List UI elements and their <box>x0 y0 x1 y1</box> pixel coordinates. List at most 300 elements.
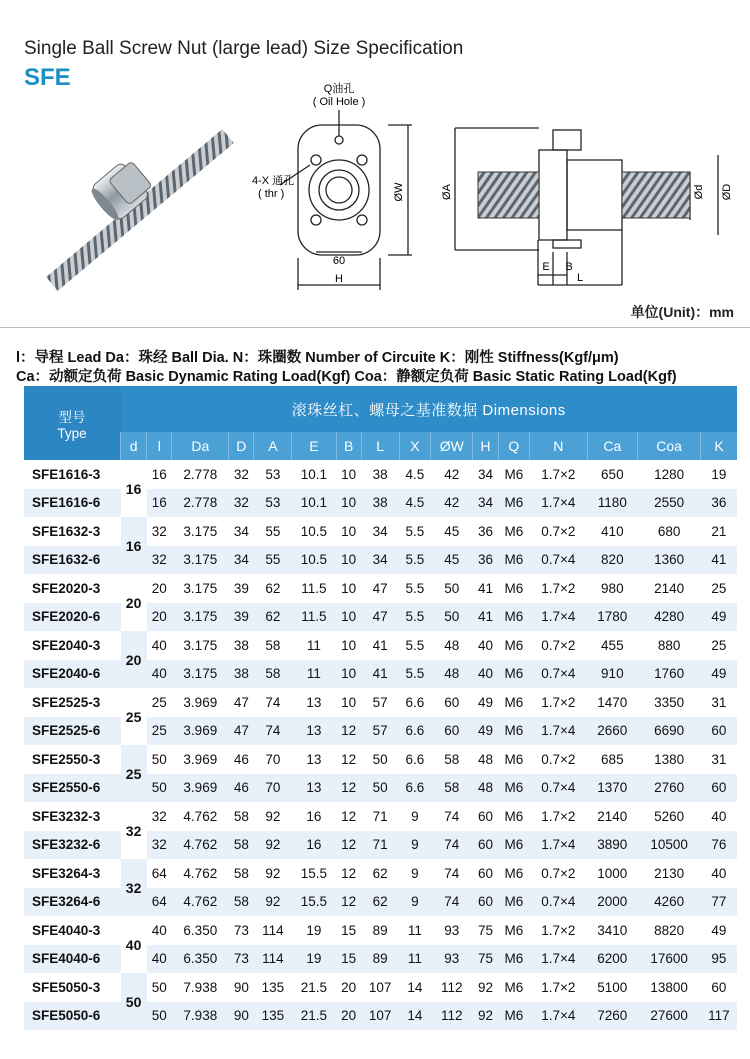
table-cell: 16 <box>292 831 336 860</box>
table-cell: 4280 <box>638 603 701 632</box>
table-cell: 32 <box>229 460 254 489</box>
table-cell: 13 <box>292 745 336 774</box>
table-cell: 60 <box>473 802 498 831</box>
table-cell: 25 <box>701 631 737 660</box>
table-cell: 25 <box>147 717 172 746</box>
table-cell: 3.175 <box>172 574 229 603</box>
table-cell: M6 <box>498 1002 530 1031</box>
type-cell: SFE3232-6 <box>24 831 121 860</box>
table-cell: 11.5 <box>292 603 336 632</box>
table-cell: 49 <box>473 717 498 746</box>
table-cell: 1000 <box>587 859 638 888</box>
shaft-diameter-cell: 20 <box>121 631 147 688</box>
table-cell: 60 <box>473 859 498 888</box>
table-cell: 0.7×2 <box>530 745 587 774</box>
table-cell: 58 <box>431 774 473 803</box>
table-cell: M6 <box>498 460 530 489</box>
table-cell: 3.969 <box>172 717 229 746</box>
type-cell: SFE5050-3 <box>24 973 121 1002</box>
table-cell: 11 <box>292 660 336 689</box>
table-cell: 19 <box>292 916 336 945</box>
table-cell: 1.7×2 <box>530 688 587 717</box>
type-cell: SFE4040-6 <box>24 945 121 974</box>
table-cell: 10 <box>336 603 361 632</box>
table-cell: 34 <box>229 546 254 575</box>
column-header: X <box>399 432 431 460</box>
table-cell: 12 <box>336 774 361 803</box>
legend-line-2: Ca：动额定负荷 Basic Dynamic Rating Load(Kgf) Coa：静额定负荷 Basic Static Rating Load(Kgf) <box>16 369 677 385</box>
type-cell: SFE3232-3 <box>24 802 121 831</box>
shaft-diameter-cell: 25 <box>121 688 147 745</box>
table-cell: M6 <box>498 859 530 888</box>
table-cell: 60 <box>473 888 498 917</box>
table-cell: 4.762 <box>172 888 229 917</box>
table-cell: 70 <box>254 774 292 803</box>
oil-hole-cn-label: Q油孔 <box>323 83 355 95</box>
dim-a-label: ØA <box>441 184 453 200</box>
table-cell: 25 <box>701 574 737 603</box>
table-cell: 55 <box>254 517 292 546</box>
table-cell: 6200 <box>587 945 638 974</box>
thru-hole-cn-label: 4-X 通孔 <box>252 175 295 187</box>
table-cell: 74 <box>431 859 473 888</box>
table-cell: 5.5 <box>399 517 431 546</box>
type-cell: SFE2550-3 <box>24 745 121 774</box>
table-cell: 41 <box>361 660 399 689</box>
table-cell: 6.6 <box>399 745 431 774</box>
table-cell: M6 <box>498 888 530 917</box>
table-cell: 92 <box>254 802 292 831</box>
table-row <box>24 460 737 489</box>
column-header: Ca <box>587 432 638 460</box>
table-cell: 13 <box>292 688 336 717</box>
table-cell: 32 <box>147 831 172 860</box>
type-cell: SFE2040-6 <box>24 660 121 689</box>
table-cell: 50 <box>147 774 172 803</box>
table-cell: 3.969 <box>172 745 229 774</box>
table-cell: 3350 <box>638 688 701 717</box>
table-cell: 3.175 <box>172 546 229 575</box>
table-cell: 58 <box>229 802 254 831</box>
table-cell: 58 <box>431 745 473 774</box>
table-cell: 49 <box>701 603 737 632</box>
table-cell: 47 <box>229 688 254 717</box>
table-cell: 58 <box>229 831 254 860</box>
type-cell: SFE3264-6 <box>24 888 121 917</box>
table-cell: 93 <box>431 916 473 945</box>
dim-h-label: H <box>335 273 343 285</box>
table-cell: 39 <box>229 603 254 632</box>
table-cell: 39 <box>229 574 254 603</box>
series-label: SFE <box>24 64 71 91</box>
table-cell: 680 <box>638 517 701 546</box>
table-cell: 46 <box>229 774 254 803</box>
table-cell: 38 <box>229 631 254 660</box>
table-cell: 1.7×2 <box>530 973 587 1002</box>
dim-l-label: L <box>576 272 584 284</box>
table-cell: 9 <box>399 888 431 917</box>
spec-table <box>24 386 737 1030</box>
table-cell: 21.5 <box>292 1002 336 1031</box>
table-cell: 10.5 <box>292 517 336 546</box>
table-cell: 15.5 <box>292 888 336 917</box>
table-cell: 2000 <box>587 888 638 917</box>
table-cell: 1.7×4 <box>530 717 587 746</box>
table-cell: 92 <box>473 973 498 1002</box>
table-cell: 685 <box>587 745 638 774</box>
table-cell: 107 <box>361 973 399 1002</box>
table-cell: 410 <box>587 517 638 546</box>
table-cell: 36 <box>701 489 737 518</box>
table-cell: 0.7×2 <box>530 517 587 546</box>
table-cell: 6.6 <box>399 688 431 717</box>
table-cell: 2550 <box>638 489 701 518</box>
table-cell: 17600 <box>638 945 701 974</box>
table-cell: 10.1 <box>292 460 336 489</box>
table-cell: 48 <box>431 631 473 660</box>
table-cell: 5.5 <box>399 574 431 603</box>
table-row <box>24 916 737 945</box>
table-cell: 2130 <box>638 859 701 888</box>
table-cell: 27600 <box>638 1002 701 1031</box>
table-cell: M6 <box>498 802 530 831</box>
table-cell: 4.5 <box>399 489 431 518</box>
type-cell: SFE3264-3 <box>24 859 121 888</box>
table-cell: 89 <box>361 945 399 974</box>
shaft-diameter-cell: 16 <box>121 460 147 517</box>
table-cell: 19 <box>292 945 336 974</box>
table-cell: M6 <box>498 517 530 546</box>
table-cell: 10500 <box>638 831 701 860</box>
column-header: B <box>336 432 361 460</box>
table-cell: M6 <box>498 945 530 974</box>
table-cell: 3.175 <box>172 517 229 546</box>
shaft-diameter-cell: 16 <box>121 517 147 574</box>
table-row <box>24 517 737 546</box>
table-cell: 9 <box>399 831 431 860</box>
table-cell: 16 <box>292 802 336 831</box>
table-cell: 11 <box>399 945 431 974</box>
table-cell: 64 <box>147 859 172 888</box>
table-cell: 10 <box>336 489 361 518</box>
table-cell: 3.175 <box>172 631 229 660</box>
column-header: Da <box>172 432 229 460</box>
table-row <box>24 631 737 660</box>
table-cell: 1.7×4 <box>530 489 587 518</box>
table-cell: 42 <box>431 489 473 518</box>
table-cell: M6 <box>498 546 530 575</box>
table-cell: 1280 <box>638 460 701 489</box>
table-cell: 15 <box>336 945 361 974</box>
table-cell: 8820 <box>638 916 701 945</box>
table-cell: 13800 <box>638 973 701 1002</box>
shaft-diameter-cell: 25 <box>121 745 147 802</box>
type-header-cn: 型号 <box>58 409 86 425</box>
oil-hole-en-label: ( Oil Hole ) <box>312 96 366 108</box>
table-cell: 4.762 <box>172 831 229 860</box>
table-cell: 4.5 <box>399 460 431 489</box>
table-cell: 3.969 <box>172 688 229 717</box>
divider <box>0 327 750 328</box>
column-header: Coa <box>638 432 701 460</box>
table-cell: M6 <box>498 774 530 803</box>
table-cell: 40 <box>701 859 737 888</box>
screw-thread-right <box>622 172 690 218</box>
table-cell: 7.938 <box>172 973 229 1002</box>
table-cell: 58 <box>229 888 254 917</box>
table-cell: 32 <box>147 802 172 831</box>
type-cell: SFE2040-3 <box>24 631 121 660</box>
table-cell: 1380 <box>638 745 701 774</box>
table-cell: 980 <box>587 574 638 603</box>
table-row <box>24 859 737 888</box>
table-cell: 5260 <box>638 802 701 831</box>
dim-d-large-label: ØD <box>721 183 733 201</box>
table-cell: 60 <box>701 973 737 1002</box>
table-cell: 10 <box>336 688 361 717</box>
table-cell: 41 <box>473 603 498 632</box>
shaft-diameter-cell: 32 <box>121 859 147 916</box>
table-cell: 880 <box>638 631 701 660</box>
table-cell: 50 <box>147 745 172 774</box>
table-cell: 9 <box>399 859 431 888</box>
table-cell: 89 <box>361 916 399 945</box>
table-cell: 76 <box>701 831 737 860</box>
table-cell: 50 <box>147 1002 172 1031</box>
table-cell: 6.6 <box>399 717 431 746</box>
table-cell: 75 <box>473 945 498 974</box>
table-cell: 62 <box>361 859 399 888</box>
table-cell: 40 <box>147 945 172 974</box>
table-cell: 34 <box>361 517 399 546</box>
table-cell: 58 <box>229 859 254 888</box>
table-cell: 34 <box>473 460 498 489</box>
table-cell: 1.7×2 <box>530 802 587 831</box>
table-cell: 34 <box>473 489 498 518</box>
table-cell: 74 <box>431 802 473 831</box>
table-cell: 47 <box>361 603 399 632</box>
table-cell: 41 <box>701 546 737 575</box>
table-cell: 48 <box>473 745 498 774</box>
table-cell: 50 <box>431 603 473 632</box>
table-cell: 0.7×2 <box>530 631 587 660</box>
table-cell: 3890 <box>587 831 638 860</box>
table-cell: M6 <box>498 831 530 860</box>
spec-table-body <box>24 460 737 1030</box>
table-cell: 1760 <box>638 660 701 689</box>
table-cell: 73 <box>229 945 254 974</box>
table-cell: M6 <box>498 660 530 689</box>
column-header-row <box>24 432 737 460</box>
table-cell: 20 <box>336 1002 361 1031</box>
type-header-en: Type <box>57 425 87 441</box>
table-cell: 58 <box>254 660 292 689</box>
type-cell: SFE1632-6 <box>24 546 121 575</box>
table-cell: 40 <box>473 660 498 689</box>
table-cell: 20 <box>147 574 172 603</box>
table-cell: 64 <box>147 888 172 917</box>
table-cell: 12 <box>336 717 361 746</box>
table-cell: 3410 <box>587 916 638 945</box>
table-cell: 60 <box>701 774 737 803</box>
table-cell: 2.778 <box>172 460 229 489</box>
table-cell: 95 <box>701 945 737 974</box>
table-cell: 6.350 <box>172 916 229 945</box>
table-cell: 1780 <box>587 603 638 632</box>
table-cell: M6 <box>498 916 530 945</box>
type-cell: SFE2525-3 <box>24 688 121 717</box>
dim-e-label: E <box>542 261 550 273</box>
table-cell: 50 <box>147 973 172 1002</box>
table-cell: 20 <box>147 603 172 632</box>
table-cell: 910 <box>587 660 638 689</box>
table-cell: 455 <box>587 631 638 660</box>
table-cell: 5.5 <box>399 546 431 575</box>
column-header: d <box>121 432 147 460</box>
ball-screw-photo <box>46 129 234 291</box>
table-cell: 20 <box>336 973 361 1002</box>
table-cell: M6 <box>498 973 530 1002</box>
table-cell: 16 <box>147 489 172 518</box>
table-cell: 40 <box>147 916 172 945</box>
table-cell: 49 <box>701 916 737 945</box>
table-cell: 112 <box>431 973 473 1002</box>
table-cell: 73 <box>229 916 254 945</box>
table-cell: 40 <box>147 631 172 660</box>
table-cell: 32 <box>147 517 172 546</box>
column-header: D <box>229 432 254 460</box>
table-cell: 0.7×4 <box>530 774 587 803</box>
column-header: H <box>473 432 498 460</box>
table-cell: 2660 <box>587 717 638 746</box>
table-cell: 92 <box>473 1002 498 1031</box>
table-cell: 93 <box>431 945 473 974</box>
table-cell: 10 <box>336 574 361 603</box>
table-cell: 14 <box>399 973 431 1002</box>
table-cell: 75 <box>473 916 498 945</box>
type-cell: SFE2020-3 <box>24 574 121 603</box>
table-cell: 74 <box>431 888 473 917</box>
table-cell: 12 <box>336 802 361 831</box>
table-cell: 1470 <box>587 688 638 717</box>
table-cell: 1.7×2 <box>530 574 587 603</box>
type-header <box>24 386 121 460</box>
table-cell: 0.7×2 <box>530 859 587 888</box>
thru-hole-en-label: ( thr ) <box>258 188 285 200</box>
table-cell: 5.5 <box>399 660 431 689</box>
table-cell: 74 <box>254 688 292 717</box>
table-cell: M6 <box>498 688 530 717</box>
table-cell: 3.175 <box>172 603 229 632</box>
table-cell: 11.5 <box>292 574 336 603</box>
column-header: A <box>254 432 292 460</box>
table-cell: 114 <box>254 945 292 974</box>
type-cell: SFE4040-3 <box>24 916 121 945</box>
table-cell: 74 <box>431 831 473 860</box>
type-cell: SFE2525-6 <box>24 717 121 746</box>
screw-thread-left <box>478 172 539 218</box>
technical-drawings <box>0 80 750 300</box>
table-cell: 36 <box>473 517 498 546</box>
table-cell: 53 <box>254 489 292 518</box>
table-cell: 57 <box>361 717 399 746</box>
table-cell: 12 <box>336 745 361 774</box>
column-header: l <box>147 432 172 460</box>
table-cell: 46 <box>229 745 254 774</box>
table-cell: 36 <box>473 546 498 575</box>
table-cell: 31 <box>701 688 737 717</box>
table-cell: 3.175 <box>172 660 229 689</box>
table-cell: 10 <box>336 460 361 489</box>
table-cell: 34 <box>361 546 399 575</box>
table-cell: 47 <box>361 574 399 603</box>
table-cell: 6.350 <box>172 945 229 974</box>
table-cell: 4.762 <box>172 859 229 888</box>
type-cell: SFE1632-3 <box>24 517 121 546</box>
shaft-diameter-cell: 50 <box>121 973 147 1030</box>
shaft-diameter-cell: 40 <box>121 916 147 973</box>
table-cell: 112 <box>431 1002 473 1031</box>
table-cell: 38 <box>229 660 254 689</box>
table-cell: 50 <box>361 774 399 803</box>
table-cell: 70 <box>254 745 292 774</box>
table-cell: 71 <box>361 831 399 860</box>
table-cell: 114 <box>254 916 292 945</box>
table-cell: 10 <box>336 660 361 689</box>
table-cell: 49 <box>473 688 498 717</box>
column-header: L <box>361 432 399 460</box>
table-cell: M6 <box>498 574 530 603</box>
table-cell: 74 <box>254 717 292 746</box>
dim-60-label: 60 <box>332 255 346 267</box>
table-cell: 34 <box>229 517 254 546</box>
table-cell: 1180 <box>587 489 638 518</box>
table-cell: 41 <box>361 631 399 660</box>
table-cell: 40 <box>473 631 498 660</box>
table-cell: M6 <box>498 745 530 774</box>
column-header: ØW <box>431 432 473 460</box>
table-cell: 1.7×2 <box>530 460 587 489</box>
table-cell: 9 <box>399 802 431 831</box>
table-row <box>24 973 737 1002</box>
type-cell: SFE5050-6 <box>24 1002 121 1031</box>
table-cell: 12 <box>336 859 361 888</box>
table-cell: 47 <box>229 717 254 746</box>
table-cell: 77 <box>701 888 737 917</box>
table-cell: 25 <box>147 688 172 717</box>
table-cell: 1.7×4 <box>530 945 587 974</box>
table-cell: 42 <box>431 460 473 489</box>
table-cell: 1370 <box>587 774 638 803</box>
table-cell: 60 <box>701 717 737 746</box>
table-cell: 5100 <box>587 973 638 1002</box>
table-cell: 0.7×4 <box>530 546 587 575</box>
table-row <box>24 802 737 831</box>
table-cell: 15 <box>336 916 361 945</box>
table-cell: 38 <box>361 460 399 489</box>
table-cell: 10 <box>336 546 361 575</box>
dim-w-label: ØW <box>393 182 405 202</box>
table-cell: 1.7×4 <box>530 603 587 632</box>
table-cell: 0.7×4 <box>530 888 587 917</box>
table-cell: 11 <box>399 916 431 945</box>
column-header: Q <box>498 432 530 460</box>
table-cell: M6 <box>498 717 530 746</box>
table-cell: 650 <box>587 460 638 489</box>
table-cell: 38 <box>361 489 399 518</box>
table-cell: 10 <box>336 631 361 660</box>
table-cell: 92 <box>254 831 292 860</box>
